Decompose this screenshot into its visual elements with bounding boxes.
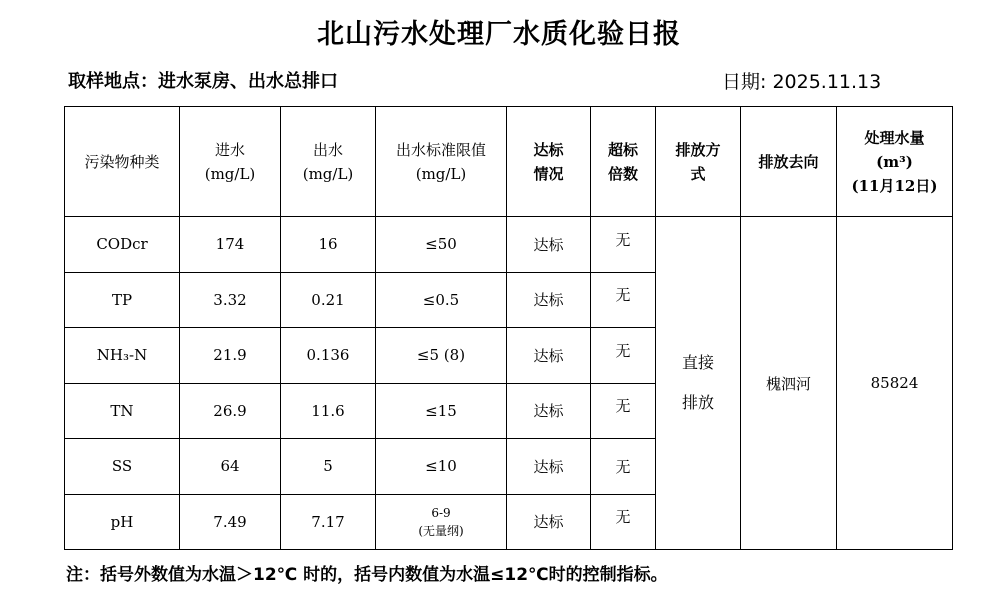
sampling-location: 取样地点：进水泵房、出水总排口 [68,71,338,92]
cell-limit: ≤50 [376,217,507,273]
cell-limit: 6-9 (无量纲) [376,494,507,550]
cell-outflow: 16 [281,217,376,273]
cell-pollutant: TN [65,383,180,439]
cell-pollutant: pH [65,494,180,550]
cell-exceed: 无 [591,494,656,550]
cell-discharge-method: 直接 排放 [656,217,741,550]
cell-status: 达标 [507,328,591,384]
cell-limit: ≤15 [376,383,507,439]
cell-exceed: 无 [591,272,656,328]
cell-outflow: 0.21 [281,272,376,328]
report-date: 日期: 2025.11.13 [722,71,882,93]
header-method: 排放方 式 [656,107,741,217]
header-volume: 处理水量 (m³) (11月12日) [837,107,953,217]
cell-pollutant: TP [65,272,180,328]
cell-limit: ≤10 [376,439,507,495]
header-status: 达标 情况 [507,107,591,217]
cell-pollutant: CODcr [65,217,180,273]
report-title: 北山污水处理厂水质化验日报 [317,19,681,50]
cell-outflow: 5 [281,439,376,495]
cell-treated-volume: 85824 [837,217,953,550]
table-row [65,217,953,273]
cell-status: 达标 [507,272,591,328]
cell-destination: 槐泗河 [741,217,837,550]
header-pollutant: 污染物种类 [65,107,180,217]
cell-outflow: 0.136 [281,328,376,384]
cell-limit: ≤0.5 [376,272,507,328]
cell-pollutant: NH₃-N [65,328,180,384]
cell-inflow: 26.9 [180,383,281,439]
cell-outflow: 7.17 [281,494,376,550]
header-outflow: 出水 (mg/L) [281,107,376,217]
cell-inflow: 64 [180,439,281,495]
cell-inflow: 174 [180,217,281,273]
cell-outflow: 11.6 [281,383,376,439]
header-limit: 出水标准限值 (mg/L) [376,107,507,217]
cell-inflow: 21.9 [180,328,281,384]
cell-exceed: 无 [591,383,656,439]
cell-limit: ≤5 (8) [376,328,507,384]
cell-exceed: 无 [591,328,656,384]
water-quality-table [64,106,953,550]
cell-status: 达标 [507,494,591,550]
cell-inflow: 3.32 [180,272,281,328]
footnote: 注：括号外数值为水温＞12℃ 时的，括号内数值为水温≤12℃时的控制指标。 [66,565,668,585]
cell-status: 达标 [507,439,591,495]
cell-pollutant: SS [65,439,180,495]
cell-inflow: 7.49 [180,494,281,550]
table-header-row [65,107,953,217]
cell-status: 达标 [507,383,591,439]
cell-status: 达标 [507,217,591,273]
header-destination: 排放去向 [741,107,837,217]
cell-exceed: 无 [591,217,656,273]
cell-exceed: 无 [591,439,656,495]
header-inflow: 进水 (mg/L) [180,107,281,217]
header-exceed: 超标 倍数 [591,107,656,217]
